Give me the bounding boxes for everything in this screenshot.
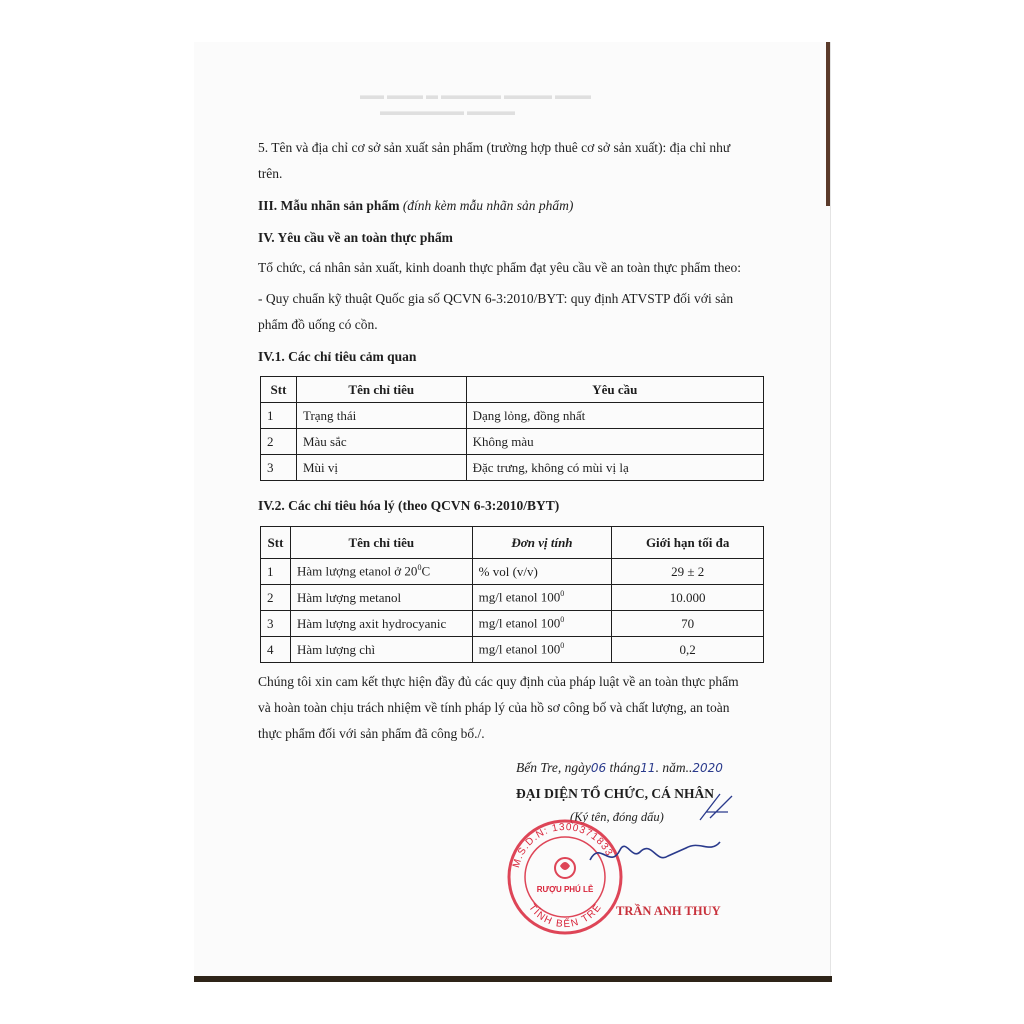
table-row	[261, 559, 764, 585]
subsection2-title: IV.2. Các chỉ tiêu hóa lý (theo QCVN 6-3:2010/BYT)	[258, 498, 560, 513]
commitment-line1: Chúng tôi xin cam kết thực hiện đầy đủ các quy định của pháp luật về an toàn thực phẩm	[258, 674, 739, 689]
header-name: Tên chỉ tiêu	[290, 527, 472, 559]
cell-stt: 2	[261, 429, 297, 455]
cell-name: Màu sắc	[296, 429, 466, 455]
date-day: 06	[590, 761, 607, 775]
table-row	[261, 429, 764, 455]
table-row	[261, 455, 764, 481]
seal-bottom-text: TỈNH BẾN TRE	[526, 901, 605, 931]
para5-line1: 5. Tên và địa chỉ cơ sở sản xuất sản phẩm (trường hợp thuê cơ sở sản xuất): địa chỉ như	[258, 140, 731, 155]
section4-intro: Tổ chức, cá nhân sản xuất, kinh doanh thực phẩm đạt yêu cầu về an toàn thực phẩm theo:	[258, 260, 742, 275]
cell-limit: 70	[612, 611, 764, 637]
cell-stt: 3	[261, 611, 291, 637]
cell-unit	[472, 637, 612, 663]
cell-name	[290, 559, 472, 585]
cell-stt: 1	[261, 559, 291, 585]
table-row	[261, 403, 764, 429]
date-year-label: năm	[662, 760, 686, 775]
page-edge-bottom	[194, 976, 832, 982]
table-header-row	[261, 527, 764, 559]
section3-heading	[258, 198, 573, 214]
cell-unit-text: mg/l etanol 100	[478, 589, 561, 605]
cell-limit: 29 ± 2	[612, 559, 764, 585]
date-month: 11	[640, 761, 656, 775]
cell-requirement: Đặc trưng, không có mùi vị lạ	[466, 455, 763, 481]
physicochemical-table	[260, 526, 764, 663]
bleed-through-text: ▬▬ ▬▬▬ ▬ ▬▬▬▬▬ ▬▬▬▬ ▬▬▬	[360, 88, 591, 102]
table-row	[261, 585, 764, 611]
table-row	[261, 611, 764, 637]
table-row	[261, 637, 764, 663]
section4-regulation-line2: phẩm đồ uống có cồn.	[258, 317, 378, 332]
cell-name: Hàm lượng chì	[290, 637, 472, 663]
table-header-row	[261, 377, 764, 403]
cell-unit-superscript: 0	[560, 615, 565, 625]
cell-requirement: Không màu	[466, 429, 763, 455]
date-month-label: tháng	[609, 760, 641, 775]
cell-name-superscript: 0	[417, 563, 422, 573]
page-edge-right	[826, 42, 830, 206]
subsection1-title: IV.1. Các chỉ tiêu cảm quan	[258, 349, 417, 364]
commitment-line3: thực phẩm đối với sản phẩm đã công bố./.	[258, 726, 485, 741]
date-line: Bến Tre, ngày06 tháng11. năm..2020	[516, 760, 723, 775]
cell-unit	[472, 611, 612, 637]
seal-center-text: RƯỢU PHÚ LỄ	[536, 885, 594, 894]
cell-name-text: Hàm lượng etanol ở 20	[296, 563, 418, 579]
cell-stt: 3	[261, 455, 297, 481]
cell-unit-superscript: 0	[560, 641, 565, 651]
signer-role: ĐẠI DIỆN TỔ CHỨC, CÁ NHÂN	[516, 786, 715, 801]
date-place: Bến Tre, ngày	[516, 760, 591, 775]
sensory-table	[260, 376, 764, 481]
section4-regulation-line1: - Quy chuẩn kỹ thuật Quốc gia số QCVN 6-3:2010/BYT: quy định ATVSTP đối với sản	[258, 291, 734, 306]
bleed-through-text: ▬▬▬▬▬▬▬ ▬▬▬▬	[380, 104, 515, 118]
header-stt: Stt	[261, 377, 297, 403]
section4-title: IV. Yêu cầu về an toàn thực phẩm	[258, 230, 453, 245]
commitment-line2: và hoàn toàn chịu trách nhiệm về tính pháp lý của hồ sơ công bố và chất lượng, an toàn	[258, 700, 730, 715]
cell-unit-text: mg/l etanol 100	[478, 615, 561, 631]
cell-limit: 10.000	[612, 585, 764, 611]
section3-note: (đính kèm mẫu nhãn sản phẩm)	[402, 198, 574, 213]
signature-note: (Ký tên, đóng dấu)	[570, 810, 664, 824]
header-unit: Đơn vị tính	[472, 527, 612, 559]
cell-stt: 4	[261, 637, 291, 663]
cell-unit: % vol (v/v)	[472, 559, 612, 585]
cell-requirement: Dạng lỏng, đồng nhất	[466, 403, 763, 429]
cell-name: Hàm lượng axit hydrocyanic	[290, 611, 472, 637]
cell-unit	[472, 585, 612, 611]
cell-stt: 1	[261, 403, 297, 429]
section3-title: III. Mẫu nhãn sản phẩm	[258, 198, 400, 213]
cell-name-tail: C	[421, 563, 431, 579]
cell-limit: 0,2	[612, 637, 764, 663]
cell-name: Trạng thái	[296, 403, 466, 429]
header-stt: Stt	[261, 527, 291, 559]
cell-name: Hàm lượng metanol	[290, 585, 472, 611]
seal-top-text: M.S.D.N: 1300371833	[510, 821, 615, 870]
header-requirement: Yêu cầu	[466, 377, 763, 403]
cell-unit-text: mg/l etanol 100	[478, 641, 561, 657]
header-name: Tên chỉ tiêu	[296, 377, 466, 403]
header-limit: Giới hạn tối đa	[612, 527, 764, 559]
cell-stt: 2	[261, 585, 291, 611]
handwritten-signature	[560, 790, 760, 890]
cell-name: Mùi vị	[296, 455, 466, 481]
cell-unit-superscript: 0	[560, 589, 565, 599]
date-year: 2020	[692, 761, 723, 775]
para5-line2: trên.	[258, 166, 283, 181]
signer-name: TRẦN ANH THUY	[616, 904, 721, 918]
